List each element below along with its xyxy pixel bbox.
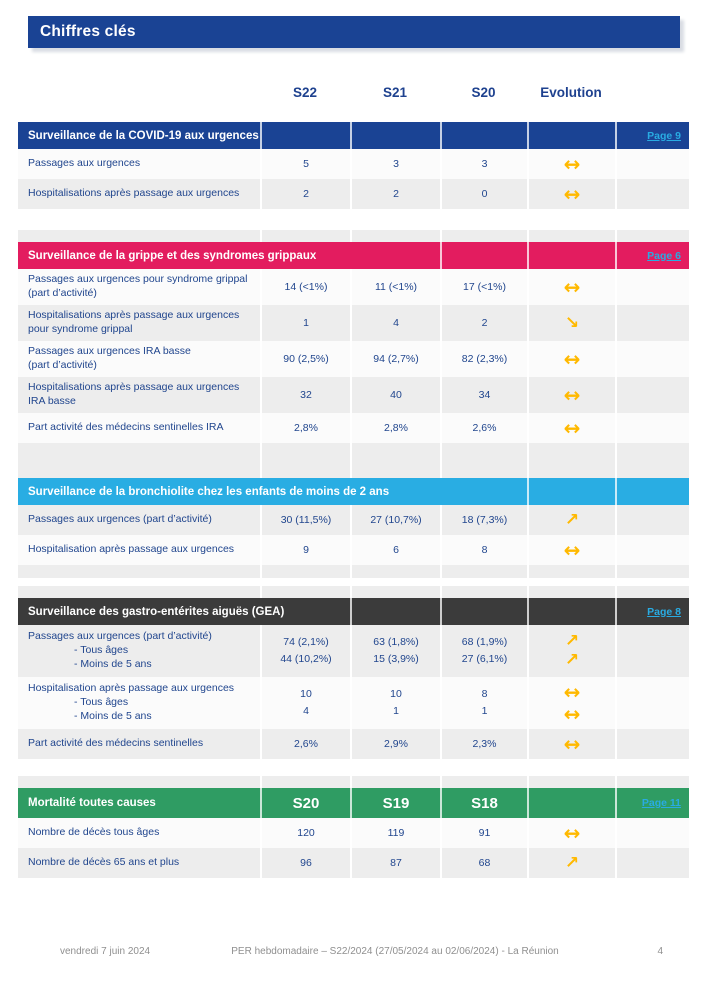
section-header-covid: [18, 122, 689, 149]
value-line: 2: [393, 187, 399, 200]
value-line: 1: [303, 316, 309, 329]
value-cell: [260, 179, 350, 209]
row-label-line: Nombre de décès tous âges: [28, 826, 160, 839]
value-cell: [350, 269, 440, 305]
strip-cell: [18, 776, 260, 788]
value-line: 2: [481, 316, 488, 329]
strip-cell: [527, 466, 615, 478]
trend-stable-arrow-icon: ↔: [563, 416, 581, 440]
page-cell: [615, 305, 689, 341]
strip-cell: [350, 443, 440, 466]
row-label: [18, 377, 260, 413]
value-cell: [350, 305, 440, 341]
page-link[interactable]: Page 8: [647, 605, 681, 618]
column-header-s22: S22: [292, 85, 318, 100]
table-row: [18, 149, 689, 179]
value-cell: [350, 179, 440, 209]
trend-up-arrow-icon: ↗: [564, 650, 580, 670]
value-line: 4: [303, 705, 309, 717]
strip-cell: [260, 759, 350, 772]
value-cell: [440, 269, 527, 305]
section-header-cell: [615, 478, 689, 505]
row-label-line: pour syndrome grippal: [28, 323, 133, 335]
section-header-cell: [260, 788, 350, 818]
trend-stable-arrow-icon: ↔: [563, 182, 581, 206]
strip-cell: [18, 586, 260, 598]
strip-cell: [615, 466, 689, 478]
value-line: 2,3%: [472, 737, 497, 750]
row-label-line: Passages aux urgences (part d’activité): [28, 513, 212, 526]
strip-cell: [527, 443, 615, 466]
table-row: [18, 377, 689, 413]
value-cell: [440, 341, 527, 377]
page-cell: [615, 341, 689, 377]
row-label-sub-item: [28, 644, 128, 658]
section-title: Mortalité toutes causes: [28, 797, 156, 809]
page-banner: [28, 16, 680, 48]
value-line: 15 (3,9%): [373, 653, 419, 665]
trend-cell: [527, 729, 615, 759]
strip-cell: [615, 586, 689, 598]
section-header-cell: [440, 598, 527, 625]
value-line: 120: [297, 826, 315, 839]
value-line: 68 (1,9%): [461, 636, 508, 649]
value-cell: [260, 625, 350, 677]
strip-cell: [440, 209, 527, 223]
strip-cell: [440, 230, 527, 242]
column-header-s20: S20: [471, 85, 496, 100]
section-header-cell: [615, 242, 689, 269]
section-header-cell: [615, 788, 689, 818]
value-line: 2,8%: [384, 421, 408, 434]
value-cell: [260, 269, 350, 305]
value-cell: [350, 848, 440, 878]
value-cell: [260, 677, 350, 729]
strip-cell: [260, 209, 350, 223]
row-label-sub-text: Tous âges: [80, 696, 129, 709]
trend-cell: [527, 535, 615, 565]
trend-up-arrow-icon: ↗: [564, 631, 580, 652]
section-header-cell: [350, 122, 440, 149]
table-row: [18, 535, 689, 565]
section-title: Surveillance de la bronchiolite chez les enfants de moins de 2 ans: [28, 485, 390, 498]
column-header-evolution: Evolution: [540, 85, 602, 100]
trend-stable-arrow-icon: ↔: [563, 538, 581, 562]
value-line: 1: [393, 705, 399, 717]
page-cell: [615, 149, 689, 179]
value-line: 119: [387, 826, 405, 839]
strip-cell: [260, 230, 350, 242]
trend-cell: [527, 413, 615, 443]
strip-cell: [260, 776, 350, 788]
strip-cell: [350, 209, 440, 223]
strip-cell: [615, 565, 689, 578]
value-line: 18 (7,3%): [461, 513, 508, 526]
strip-cell: [440, 586, 527, 598]
strip-cell: [527, 565, 615, 578]
page-cell: [615, 677, 689, 729]
value-cell: [440, 625, 527, 677]
section-header-bronchiolite: [18, 478, 689, 505]
section-header-cell: [440, 788, 527, 818]
value-line: 8: [481, 543, 488, 556]
trend-stable-arrow-icon: ↔: [563, 152, 581, 176]
row-label: [18, 149, 260, 179]
section-header-cell: [527, 122, 615, 149]
row-label: [18, 848, 260, 878]
value-cell: [440, 677, 527, 729]
value-cell: [260, 149, 350, 179]
row-label: [18, 505, 260, 535]
value-line: 0: [481, 187, 488, 200]
trend-stable-arrow-icon: ↔: [563, 702, 581, 726]
page-cell: [615, 413, 689, 443]
trend-cell: [527, 305, 615, 341]
page-cell: [615, 848, 689, 878]
value-line: 2,6%: [472, 421, 497, 434]
strip-cell: [440, 443, 527, 466]
value-line: 5: [303, 157, 309, 170]
row-label: [18, 677, 260, 729]
value-line: 40: [390, 388, 402, 401]
value-cell: [260, 505, 350, 535]
strip-cell: [440, 759, 527, 772]
strip-cell: [18, 230, 260, 242]
table-row: [18, 305, 689, 341]
table-row: [18, 625, 689, 677]
section-gap: [18, 578, 689, 586]
trend-cell: [527, 269, 615, 305]
strip-cell: [18, 443, 260, 466]
value-cell: [440, 305, 527, 341]
value-line: 11 (<1%): [374, 280, 418, 293]
row-label-line: Hospitalisation après passage aux urgences: [28, 543, 235, 556]
value-line: 17 (<1%): [463, 280, 506, 293]
value-cell: [440, 413, 527, 443]
value-line: 27 (10,7%): [370, 513, 422, 526]
value-line: 90 (2,5%): [283, 352, 329, 365]
strip-cell: [18, 209, 260, 223]
section-header-cell: [527, 478, 615, 505]
strip-cell: [350, 565, 440, 578]
value-line: 27 (6,1%): [461, 653, 508, 665]
section-top-strip: [18, 776, 689, 788]
row-label: [18, 341, 260, 377]
value-cell: [350, 677, 440, 729]
strip-cell: [18, 565, 260, 578]
section-header-cell: [440, 242, 527, 269]
strip-cell: [260, 565, 350, 578]
section-header-grippe: [18, 242, 689, 269]
value-cell: [440, 149, 527, 179]
section-trailer-strip: [18, 443, 689, 466]
trend-cell: [527, 625, 615, 677]
row-label: [18, 179, 260, 209]
section-header-cell: [260, 122, 350, 149]
section-header-mortalite: [18, 788, 689, 818]
table-row: [18, 818, 689, 848]
section-title: Surveillance des gastro-entérites aiguës (GEA): [28, 605, 285, 618]
strip-cell: [615, 443, 689, 466]
value-cell: [260, 305, 350, 341]
column-headers: [18, 85, 689, 100]
table-row: [18, 413, 689, 443]
value-cell: [440, 848, 527, 878]
section-title: Surveillance de la grippe et des syndromes grippaux: [28, 249, 317, 262]
value-line: 2,6%: [294, 737, 318, 750]
row-label-line: Part activité des médecins sentinelles IRA: [28, 421, 224, 434]
strip-cell: [260, 466, 350, 478]
value-cell: [260, 377, 350, 413]
page-cell: [615, 505, 689, 535]
value-cell: [440, 535, 527, 565]
trend-cell: [527, 848, 615, 878]
strip-cell: [350, 230, 440, 242]
section-header-cell: [350, 788, 440, 818]
value-cell: [350, 341, 440, 377]
value-line: 1: [481, 705, 488, 717]
value-line: 10: [390, 688, 402, 701]
page-cell: [615, 269, 689, 305]
value-cell: [350, 413, 440, 443]
section-gap: [18, 223, 689, 230]
trend-stable-arrow-icon: ↔: [563, 383, 581, 407]
section-header-cell: [527, 788, 615, 818]
trend-cell: [527, 377, 615, 413]
strip-cell: [527, 230, 615, 242]
value-line: 2,9%: [384, 737, 408, 750]
value-cell: [440, 179, 527, 209]
value-line: 30 (11,5%): [280, 513, 332, 526]
footer-date: vendredi 7 juin 2024: [60, 946, 151, 957]
page-column-spacer: [615, 85, 689, 100]
strip-cell: [350, 759, 440, 772]
row-label-sub-text: Tous âges: [80, 644, 129, 657]
value-cell: [350, 625, 440, 677]
section-trailer-strip: [18, 209, 689, 223]
page-cell: [615, 377, 689, 413]
row-label: [18, 729, 260, 759]
page-link[interactable]: Page 11: [641, 797, 681, 809]
trend-stable-arrow-icon: ↔: [563, 347, 581, 371]
strip-cell: [350, 776, 440, 788]
strip-cell: [440, 466, 527, 478]
trend-stable-arrow-icon: ↔: [563, 821, 581, 845]
section-header-cell: [527, 598, 615, 625]
value-cell: [440, 505, 527, 535]
strip-cell: [615, 209, 689, 223]
trend-stable-arrow-icon: ↔: [563, 732, 581, 756]
strip-cell: [527, 586, 615, 598]
row-label-line: Passages aux urgences IRA basse: [28, 345, 191, 358]
value-cell: [440, 818, 527, 848]
page-cell: [615, 729, 689, 759]
row-label: [18, 535, 260, 565]
row-label-line: Part activité des médecins sentinelles: [28, 737, 204, 750]
table-row: [18, 848, 689, 878]
table-row: [18, 179, 689, 209]
value-cell: [440, 377, 527, 413]
value-line: 3: [481, 157, 488, 170]
value-cell: [260, 729, 350, 759]
trend-up-arrow-icon: ↗: [564, 852, 580, 873]
row-label-line: (part d’activité): [28, 359, 97, 371]
value-line: 2,8%: [294, 421, 318, 434]
row-label: [18, 413, 260, 443]
value-cell: [350, 149, 440, 179]
table-row: [18, 677, 689, 729]
page-link[interactable]: Page 6: [647, 249, 681, 262]
page-cell: [615, 625, 689, 677]
value-line: 94 (2,7%): [373, 352, 419, 365]
value-line: 63 (1,8%): [373, 636, 419, 649]
value-cell: [260, 818, 350, 848]
value-line: 4: [393, 316, 399, 329]
section-header-gea: [18, 598, 689, 625]
section-title: Surveillance de la COVID-19 aux urgences: [28, 129, 259, 142]
strip-cell: [615, 776, 689, 788]
row-label-sub-text: Moins de 5 ans: [80, 709, 152, 722]
value-line: 74 (2,1%): [283, 636, 329, 649]
section-header-cell: [615, 598, 689, 625]
value-line: 68: [478, 856, 491, 869]
value-line: 2: [303, 187, 309, 200]
value-line: 82 (2,3%): [461, 352, 508, 365]
value-line: 8: [481, 688, 488, 701]
row-label-line: (part d’activité): [28, 287, 97, 299]
footer-page-number: 4: [657, 946, 663, 957]
trend-cell: [527, 179, 615, 209]
strip-cell: [615, 230, 689, 242]
value-line: 44 (10,2%): [280, 653, 332, 665]
row-label-line: Hospitalisations après passage aux urgences: [28, 309, 240, 322]
value-cell: [350, 377, 440, 413]
section-trailer-strip: [18, 565, 689, 578]
value-line: 9: [303, 543, 309, 556]
value-line: 14 (<1%): [284, 280, 328, 293]
column-header-s21: S21: [382, 85, 408, 100]
row-label: [18, 269, 260, 305]
row-label-line: Passages aux urgences: [28, 157, 141, 170]
value-cell: [260, 413, 350, 443]
trend-up-arrow-icon: ↗: [564, 509, 580, 530]
value-line: 32: [300, 388, 312, 401]
table-row: [18, 341, 689, 377]
strip-cell: [350, 466, 440, 478]
table-row: [18, 269, 689, 305]
page-cell: [615, 818, 689, 848]
row-label-line: Passages aux urgences (part d’activité): [28, 630, 212, 643]
trend-stable-arrow-icon: ↔: [563, 275, 581, 299]
mortality-week-header: S19: [382, 794, 410, 812]
page-link[interactable]: Page 9: [647, 129, 681, 142]
row-label-sub-item: [28, 710, 152, 724]
value-cell: [350, 505, 440, 535]
strip-cell: [18, 759, 260, 772]
strip-cell: [440, 565, 527, 578]
page-cell: [615, 535, 689, 565]
value-line: 6: [393, 543, 399, 556]
row-label-line: IRA basse: [28, 395, 76, 407]
value-cell: [350, 818, 440, 848]
value-line: 96: [300, 856, 312, 869]
value-cell: [260, 535, 350, 565]
strip-cell: [260, 443, 350, 466]
strip-cell: [350, 586, 440, 598]
value-line: 34: [478, 388, 491, 401]
value-cell: [260, 341, 350, 377]
value-line: 3: [393, 157, 399, 170]
value-line: 87: [390, 856, 402, 869]
section-header-cell: [527, 242, 615, 269]
row-label-line: Hospitalisation après passage aux urgences: [28, 682, 235, 695]
value-line: 10: [300, 688, 312, 701]
strip-cell: [615, 759, 689, 772]
strip-cell: [18, 466, 260, 478]
section-header-cell: [350, 598, 440, 625]
strip-cell: [527, 209, 615, 223]
value-line: 91: [478, 826, 491, 839]
trend-cell: [527, 149, 615, 179]
label-column-spacer: [18, 85, 260, 100]
strip-cell: [527, 776, 615, 788]
trend-cell: [527, 677, 615, 729]
row-label-line: Hospitalisations après passage aux urgences: [28, 187, 240, 200]
row-label-sub-item: [28, 696, 128, 710]
section-top-strip: [18, 230, 689, 242]
footer-report-title: PER hebdomadaire – S22/2024 (27/05/2024 au 02/06/2024) - La Réunion: [231, 946, 559, 957]
trend-down-arrow-icon: ↘: [564, 312, 580, 333]
value-cell: [350, 729, 440, 759]
strip-cell: [260, 586, 350, 598]
page-footer: [0, 946, 707, 962]
table-row: [18, 505, 689, 535]
row-label-sub-text: Moins de 5 ans: [80, 657, 152, 670]
row-label-line: Hospitalisations après passage aux urgences: [28, 381, 240, 394]
section-header-cell: [440, 122, 527, 149]
value-cell: [260, 848, 350, 878]
mortality-week-header: S18: [471, 794, 498, 812]
page-title: Chiffres clés: [40, 23, 136, 40]
row-label-line: Nombre de décès 65 ans et plus: [28, 856, 180, 869]
page-cell: [615, 179, 689, 209]
trend-stable-arrow-icon: ↔: [563, 680, 581, 704]
row-label-line: Passages aux urgences pour syndrome grippal: [28, 273, 248, 286]
table-row: [18, 729, 689, 759]
section-top-strip: [18, 586, 689, 598]
trend-cell: [527, 341, 615, 377]
section-top-strip: [18, 466, 689, 478]
mortality-week-header: S20: [292, 794, 320, 812]
row-label: [18, 818, 260, 848]
strip-cell: [527, 759, 615, 772]
value-cell: [350, 535, 440, 565]
strip-cell: [440, 776, 527, 788]
surveillance-table: [18, 122, 689, 878]
section-header-cell: [615, 122, 689, 149]
trend-cell: [527, 818, 615, 848]
trend-cell: [527, 505, 615, 535]
row-label-sub-item: [28, 658, 152, 672]
row-label: [18, 625, 260, 677]
row-label: [18, 305, 260, 341]
value-cell: [440, 729, 527, 759]
section-trailer-strip: [18, 759, 689, 772]
